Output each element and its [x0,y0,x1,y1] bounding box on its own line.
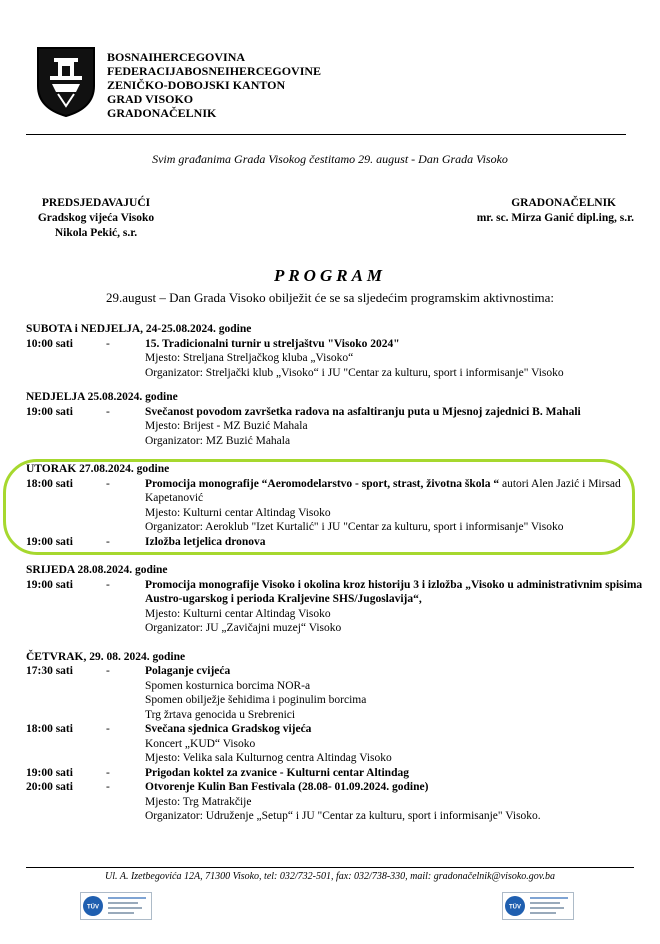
schedule-item [26,337,646,381]
schedule-item [26,780,646,824]
item-detail: Mjesto: Brijest - MZ Buzić Mahala [145,420,308,432]
header-institution [107,50,321,120]
item-body [145,780,646,824]
program-subtitle: 29.august – Dan Grada Visoko obilježit će se sa sljedećim programskim aktivnostima: [105,290,555,305]
schedule-item [26,766,646,781]
day-title: UTORAK 27.08.2024. godine [26,463,170,475]
signatory-title: PREDSJEDAVAJUĆI [41,197,151,209]
day-title: NEDJELJA 25.08.2024. godine [26,391,178,403]
day-title: SUBOTA i NEDJELJA, 24-25.08.2024. godine [26,323,252,335]
item-detail: Mjesto: Trg Matrakčije [145,795,252,808]
header-line: ZENIČKO-DOBOJSKI KANTON [107,78,286,92]
item-event: Promocija monografije Visoko i okolina kroz historiju 3 i izložba „Visoko u administrativnim spisima Austro-ugarskog i perioda Kraljevine SHS/Jugoslavija“, [145,578,643,605]
day-block [26,563,646,636]
tuv-certification-icon [80,892,152,920]
item-dash: - [106,665,110,677]
item-body [145,766,646,781]
item-detail: Mjesto: Kulturni centar Altindag Visoko [145,607,331,620]
item-body [145,405,646,449]
item-detail: Organizator: MZ Buzić Mahala [145,434,291,447]
item-time: 18:00 sati [26,723,73,735]
item-time: 20:00 sati [26,781,73,793]
header-line: FEDERACIJABOSNEIHERCEGOVINE [107,64,322,78]
item-detail: Organizator: Udruženje „Setup“ i JU "Centar za kulturu, sport i informisanje" Visoko. [145,810,541,822]
signatory-line: Gradskog vijeća Visoko [37,212,155,224]
item-event: Otvorenje Kulin Ban Festivala (28.08- 01.09.2024. godine) [145,781,429,793]
item-body [145,722,646,766]
signatory-name: Nikola Pekić, s.r. [54,227,138,239]
item-detail: Organizator: Streljački klub „Visoko“ i JU "Centar za kulturu, sport i informisanje" Visoko [145,366,564,379]
header-line: GRADONAČELNIK [107,106,217,120]
item-detail: Spomen obilježje šehidima i poginulim borcima [145,694,367,706]
item-event: Prigodan koktel za zvanice - Kulturni centar Altindag [145,766,409,779]
item-dash: - [106,337,110,350]
item-body [145,578,646,636]
item-time: 19:00 sati [26,766,73,779]
item-dash: - [106,723,110,735]
item-detail: Mjesto: Streljana Streljačkog kluba „Visoko“ [145,352,354,364]
item-time: 18:00 sati [26,477,73,490]
item-detail: Organizator: Aeroklub "Izet Kurtalić" i JU "Centar za kulturu, sport i informisanje" Visoko [145,521,564,533]
highlight-ellipse [3,459,635,555]
footer-contact: Ul. A. Izetbegovića 12A, 71300 Visoko, tel: 032/732-501, fax: 032/738-330, mail: gradonačelnik@visoko.gov.ba [105,871,555,882]
item-event: Svečanost povodom završetka radova na asfaltiranju puta u Mjesnoj zajednici B. Mahali [145,405,581,418]
coat-of-arms-icon [36,46,96,118]
item-detail: Organizator: JU „Zavičajni muzej“ Visoko [145,622,342,634]
item-event: Svečana sjednica Gradskog vijeća [145,723,312,735]
header-line: BOSNAIHERCEGOVINA [107,50,246,64]
signatory-name: mr. sc. Mirza Ganić dipl.ing, s.r. [476,212,634,224]
item-dash: - [106,405,110,418]
day-block [26,650,646,824]
item-detail: Koncert „KUD“ Visoko [145,737,256,750]
signatory-title: GRADONAČELNIK [511,197,616,209]
item-dash: - [106,781,110,793]
signatory-left [26,196,166,241]
day-title: SRIJEDA 28.08.2024. godine [26,564,168,576]
item-dash: - [106,535,110,548]
item-event-title: Promocija monografije “Aeromodelarstvo - sport, strast, životna škola “ [145,477,500,490]
svg-text:TÜV: TÜV [87,904,99,911]
item-time: 19:00 sati [26,535,73,548]
item-detail: Mjesto: Velika sala Kulturnog centra Altindag Visoko [145,752,392,764]
day-block [26,390,646,448]
item-dash: - [106,766,110,779]
program-title: PROGRAM [273,266,387,285]
item-dash: - [106,578,110,591]
svg-text:TÜV: TÜV [509,904,521,911]
schedule-item [26,722,646,766]
item-body [145,337,646,381]
item-time: 19:00 sati [26,578,73,591]
item-event: Polaganje cvijeća [145,665,231,677]
signatory-right [440,196,634,226]
item-dash: - [106,477,110,490]
item-detail: Trg žrtava genocida u Srebrenici [145,708,296,721]
tuv-certification-icon [502,892,574,920]
footer-divider [26,867,634,868]
item-event: Izložba letjelica dronova [145,535,266,548]
schedule-item [26,578,646,636]
schedule-item [26,664,646,722]
greeting-line: Svim građanima Grada Visokog čestitamo 29. august - Dan Grada Visoko [152,152,508,166]
item-detail: Spomen kosturnica borcima NOR-a [145,679,311,692]
item-body [145,664,646,722]
item-event: 15. Tradicionalni turnir u streljaštvu "Visoko 2024" [145,337,400,350]
program-schedule [26,322,646,834]
header-divider [26,134,626,135]
item-event-authors: autori Alen Jazić i Mirsad Kapetanović [145,477,621,504]
header-line: GRAD VISOKO [107,92,194,106]
day-title: ČETVRAK, 29. 08. 2024. godine [26,650,186,663]
schedule-item [26,405,646,449]
item-time: 10:00 sati [26,337,73,350]
item-time: 19:00 sati [26,405,73,418]
item-detail: Mjesto: Kulturni centar Altindag Visoko [145,506,331,519]
day-block [26,322,646,380]
item-time: 17:30 sati [26,665,73,677]
